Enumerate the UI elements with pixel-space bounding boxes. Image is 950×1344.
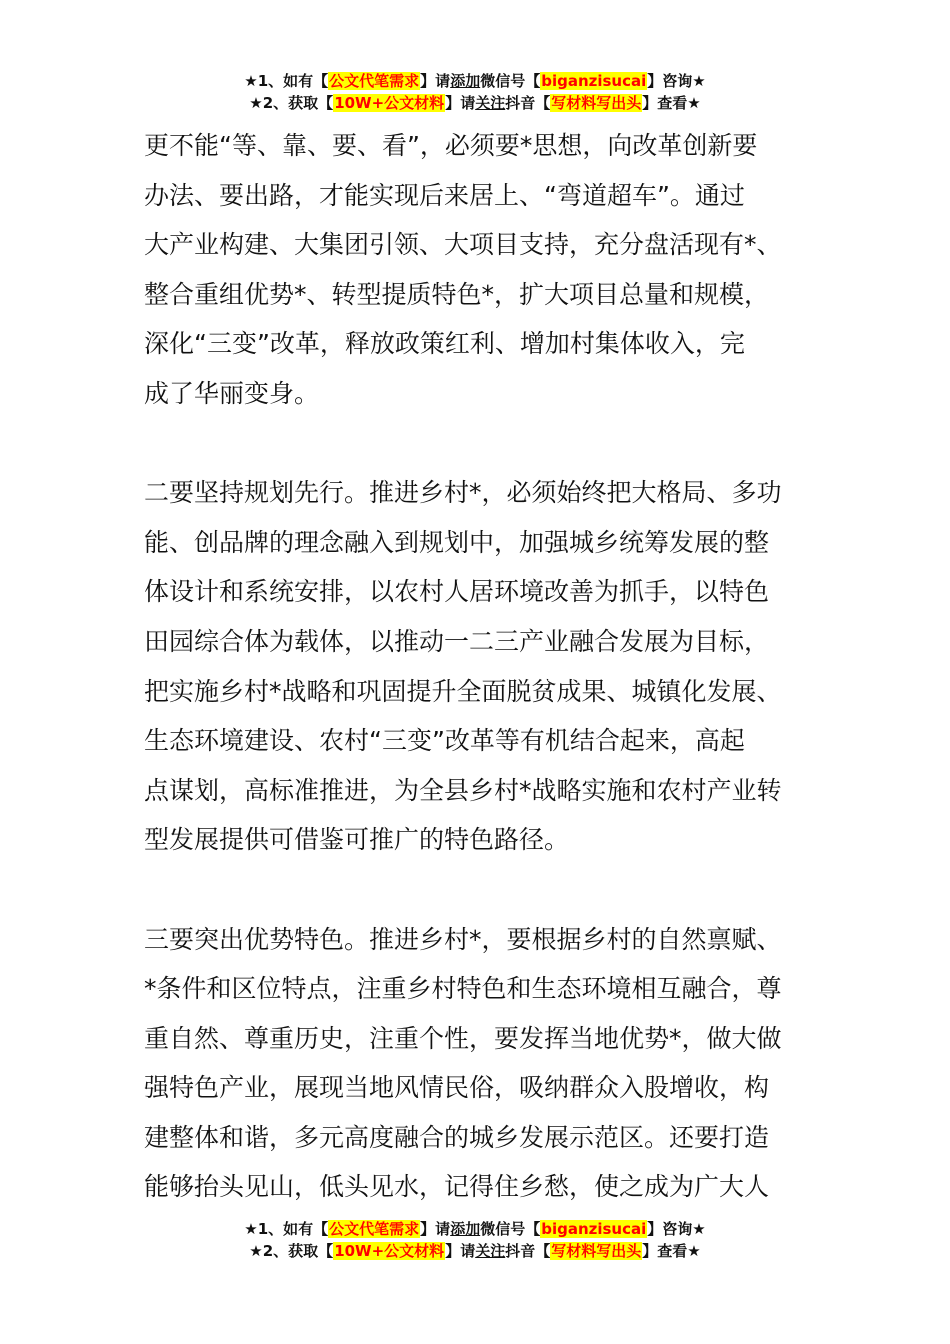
text-line: 大产业构建、大集团引领、大项目支持，充分盘活现有*、 bbox=[144, 230, 782, 260]
highlight-douyin-id: 写材料写出头 bbox=[551, 94, 642, 112]
text-line: 成了华丽变身。 bbox=[144, 378, 320, 408]
highlight-service: 公文代笔需求 bbox=[329, 1220, 420, 1238]
text-line: 二要坚持规划先行。推进乡村*，必须始终把大格局、多功 bbox=[144, 478, 782, 508]
text-line: 重自然、尊重历史，注重个性，要发挥当地优势*，做大做 bbox=[144, 1023, 782, 1053]
document-body bbox=[144, 121, 814, 1212]
paragraph-spacer bbox=[144, 865, 814, 915]
highlight-materials: 10W+公文材料 bbox=[334, 94, 445, 112]
text-line: 能够抬头见山，低头见水，记得住乡愁，使之成为广大人 bbox=[144, 1172, 770, 1202]
text-line: 把实施乡村*战略和巩固提升全面脱贫成果、城镇化发展、 bbox=[144, 676, 782, 706]
text-line: 能、创品牌的理念融入到规划中，加强城乡统筹发展的整 bbox=[144, 527, 770, 557]
text-line: 建整体和谐，多元高度融合的城乡发展示范区。还要打造 bbox=[144, 1122, 770, 1152]
header-banner bbox=[0, 70, 950, 114]
highlight-wechat-id: biganzisucai bbox=[541, 72, 647, 90]
highlight-douyin-id: 写材料写出头 bbox=[551, 1242, 642, 1260]
text-line: 整合重组优势*、转型提质特色*，扩大项目总量和规模， bbox=[144, 279, 770, 309]
text-line: 生态环境建设、农村“三变”改革等有机结合起来，高起 bbox=[144, 726, 745, 756]
banner-line-1: ★1、如有【公文代笔需求】请添加微信号【biganzisucai】咨询★ bbox=[244, 1220, 706, 1238]
banner-line-2: ★2、获取【10W+公文材料】请关注抖音【写材料写出头】查看★ bbox=[249, 94, 701, 112]
text-line: 点谋划，高标准推进，为全县乡村*战略实施和农村产业转 bbox=[144, 775, 782, 805]
highlight-materials: 10W+公文材料 bbox=[334, 1242, 445, 1260]
text-line: 体设计和系统安排，以农村人居环境改善为抓手，以特色 bbox=[144, 577, 770, 607]
paragraph-spacer bbox=[144, 419, 814, 469]
footer-banner bbox=[0, 1218, 950, 1262]
text-line: 更不能“等、靠、要、看”，必须要*思想，向改革创新要 bbox=[144, 131, 758, 160]
text-line: 深化“三变”改革，释放政策红利、增加村集体收入，完 bbox=[144, 329, 745, 359]
text-line: 办法、要出路，才能实现后来居上、“弯道超车”。通过 bbox=[144, 180, 745, 210]
banner-line-1: ★1、如有【公文代笔需求】请添加微信号【biganzisucai】咨询★ bbox=[244, 72, 706, 90]
text-line: 田园综合体为载体，以推动一二三产业融合发展为目标， bbox=[144, 626, 770, 656]
text-line: 三要突出优势特色。推进乡村*，要根据乡村的自然禀赋、 bbox=[144, 924, 782, 954]
highlight-service: 公文代笔需求 bbox=[329, 72, 420, 90]
banner-line-2: ★2、获取【10W+公文材料】请关注抖音【写材料写出头】查看★ bbox=[249, 1242, 701, 1260]
text-line: 强特色产业，展现当地风情民俗，吸纳群众入股增收，构 bbox=[144, 1073, 770, 1103]
text-line: 型发展提供可借鉴可推广的特色路径。 bbox=[144, 825, 570, 855]
highlight-wechat-id: biganzisucai bbox=[541, 1220, 647, 1238]
text-line: *条件和区位特点，注重乡村特色和生态环境相互融合，尊 bbox=[144, 974, 782, 1004]
